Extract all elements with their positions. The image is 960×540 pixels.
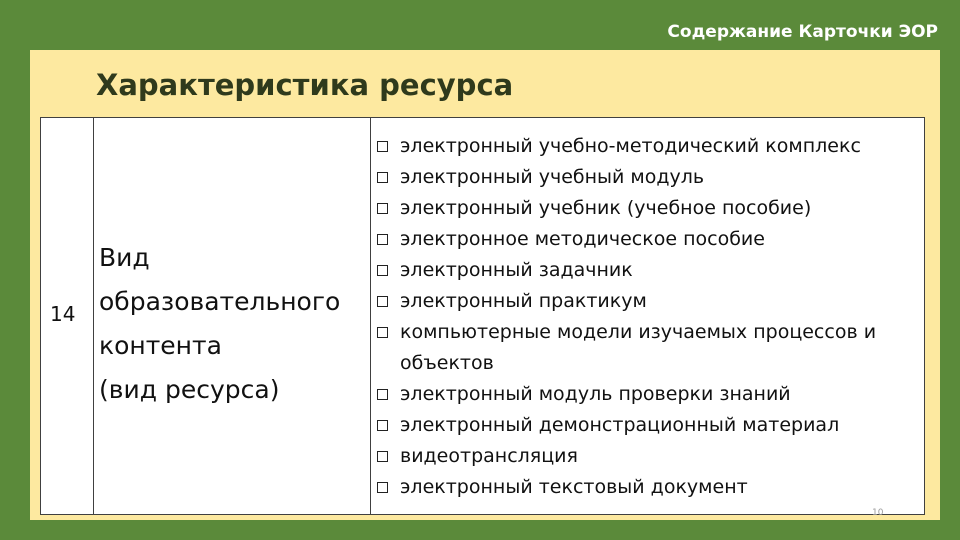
row-number: 14 xyxy=(50,302,76,326)
option-item[interactable] xyxy=(377,131,922,162)
option-item[interactable] xyxy=(377,472,922,503)
kind-label-line: (вид ресурса) xyxy=(99,375,280,404)
kind-label-line: образовательного xyxy=(99,287,341,316)
kind-label-line: контента xyxy=(99,331,222,360)
slide-title: Характеристика ресурса xyxy=(96,68,514,102)
option-item[interactable] xyxy=(377,379,922,410)
checkbox-icon[interactable] xyxy=(377,203,388,214)
resource-type-options xyxy=(377,131,922,503)
option-item[interactable] xyxy=(377,317,922,379)
table-divider xyxy=(93,118,94,514)
checkbox-icon[interactable] xyxy=(377,451,388,462)
option-item[interactable] xyxy=(377,255,922,286)
checkbox-icon[interactable] xyxy=(377,265,388,276)
kind-label-line: Вид xyxy=(99,243,150,272)
checkbox-icon[interactable] xyxy=(377,482,388,493)
checkbox-icon[interactable] xyxy=(377,327,388,338)
checkbox-icon[interactable] xyxy=(377,420,388,431)
option-item[interactable] xyxy=(377,162,922,193)
option-label: электронный модуль проверки знаний xyxy=(400,383,791,405)
header-title: Содержание Карточки ЭОР xyxy=(667,22,938,42)
page-number: 10 xyxy=(872,508,884,518)
checkbox-icon[interactable] xyxy=(377,234,388,245)
option-label: компьютерные модели изучаемых процессов и объектов xyxy=(400,321,877,374)
option-label: электронный практикум xyxy=(400,290,647,312)
checkbox-icon[interactable] xyxy=(377,296,388,307)
option-label: электронный демонстрационный материал xyxy=(400,414,840,436)
option-item[interactable] xyxy=(377,286,922,317)
resource-table xyxy=(40,117,925,515)
option-item[interactable] xyxy=(377,410,922,441)
option-label: электронное методическое пособие xyxy=(400,228,765,250)
table-divider xyxy=(370,118,371,514)
checkbox-icon[interactable] xyxy=(377,172,388,183)
option-label: электронный задачник xyxy=(400,259,633,281)
option-item[interactable] xyxy=(377,193,922,224)
checkbox-icon[interactable] xyxy=(377,141,388,152)
checkbox-icon[interactable] xyxy=(377,389,388,400)
content-kind-label xyxy=(99,236,369,412)
option-label: электронный учебный модуль xyxy=(400,166,705,188)
option-item[interactable] xyxy=(377,224,922,255)
option-label: видеотрансляция xyxy=(400,445,578,467)
option-label: электронный учебно-методический комплекс xyxy=(400,135,861,157)
option-item[interactable] xyxy=(377,441,922,472)
option-label: электронный учебник (учебное пособие) xyxy=(400,197,812,219)
option-label: электронный текстовый документ xyxy=(400,476,748,498)
